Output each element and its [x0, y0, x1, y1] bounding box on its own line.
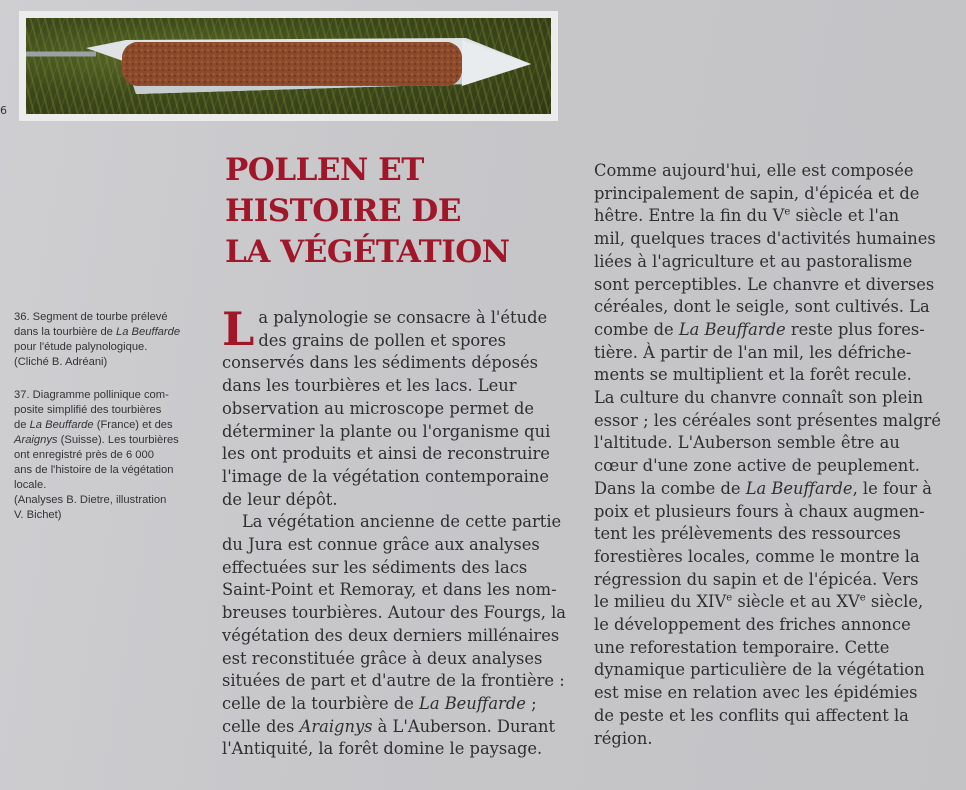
caption-line: (Analyses B. Dietre, illustration — [14, 494, 167, 506]
text-line: régression du sapin et de l'épicéa. Vers — [594, 569, 919, 589]
text-line: région. — [594, 728, 653, 748]
body-column-1 — [222, 302, 567, 761]
text-line: effectuées sur les sédiments des lacs — [222, 557, 528, 577]
text-line: déterminer la plante ou l'organisme qui — [222, 421, 551, 441]
text-line: principalement de sapin, d'épicéa et de — [594, 183, 920, 203]
text-line: combe de La Beuffarde reste plus fores- — [594, 319, 925, 339]
caption-line: Araignys (Suisse). Les tourbières — [14, 434, 179, 446]
text-line: céréales, dont le seigle, sont cultivés. La — [594, 297, 930, 317]
caption-37 — [14, 388, 194, 523]
text-line: Saint-Point et Remoray, et dans les nom- — [222, 580, 557, 600]
text-line: breuses tourbières. Autour des Fourgs, la — [222, 603, 566, 623]
caption-line: ont enregistré près de 6 000 — [14, 449, 154, 461]
title-line: HISTOIRE DE — [225, 193, 461, 229]
text-line: est reconstituée grâce à deux analyses — [222, 648, 543, 668]
text-line: dans les tourbières et les lacs. Leur — [222, 376, 517, 396]
page-number: 6 — [0, 104, 7, 117]
text-line: forestières locales, comme le montre la — [594, 546, 920, 566]
text-line: essor ; les céréales sont présentes malgré — [594, 410, 941, 430]
auger-with-peat-core — [26, 18, 551, 114]
text-line: celle de la tourbière de La Beuffarde ; — [222, 693, 537, 713]
text-line: La culture du chanvre connaît son plein — [594, 388, 924, 408]
peat-core-photo — [19, 11, 558, 121]
text-line: observation au microscope permet de — [222, 398, 535, 418]
text-line: de leur dépôt. — [222, 489, 338, 509]
caption-line: 37. Diagramme pollinique com- — [14, 389, 169, 401]
text-line: une reforestation temporaire. Cette — [594, 637, 890, 657]
title-line: LA VÉGÉTATION — [225, 234, 510, 270]
text-line: poix et plusieurs fours à chaux augmen- — [594, 501, 925, 521]
text-line: les ont produits et ainsi de reconstruire — [222, 444, 550, 464]
text-line: végétation des deux derniers millénaires — [222, 625, 560, 645]
text-line: situées de part et d'autre de la frontière : — [222, 671, 565, 691]
caption-line: pour l'étude palynologique. — [14, 341, 148, 353]
body-column-2 — [594, 160, 944, 750]
caption-line: posite simplifié des tourbières — [14, 404, 162, 416]
caption-line: dans la tourbière de La Beuffarde — [14, 326, 181, 338]
text-line: l'Antiquité, la forêt domine le paysage. — [222, 739, 543, 759]
text-line: La végétation ancienne de cette partie — [242, 512, 562, 532]
title-line: POLLEN ET — [225, 152, 424, 188]
text-line: le développement des friches annonce — [594, 615, 911, 635]
text-line: Dans la combe de La Beuffarde, le four à — [594, 478, 932, 498]
text-line: ments se multiplient et la forêt recule. — [594, 365, 912, 385]
text-line: sont perceptibles. Le chanvre et diverses — [594, 274, 935, 294]
drop-cap: L — [222, 302, 255, 356]
text-line: l'image de la végétation contemporaine — [222, 466, 550, 486]
caption-line: de La Beuffarde (France) et des — [14, 419, 173, 431]
text-line: mil, quelques traces d'activités humaines — [594, 229, 936, 249]
photo-background — [26, 18, 551, 114]
text-line: liées à l'agriculture et au pastoralisme — [594, 251, 913, 271]
text-line: dynamique particulière de la végétation — [594, 660, 925, 680]
text-line: tent les prélèvements des ressources — [594, 524, 901, 544]
text-line: a palynologie se consacre à l'étude — [258, 308, 548, 327]
caption-line: locale. — [14, 479, 47, 491]
text-line: hêtre. Entre la fin du Ve siècle et l'an — [594, 206, 900, 226]
caption-line: (Cliché B. Adréani) — [14, 356, 108, 368]
caption-line: V. Bichet) — [14, 509, 62, 521]
text-line: du Jura est connue grâce aux analyses — [222, 535, 540, 555]
text-line: celle des Araignys à L'Auberson. Durant — [222, 716, 555, 736]
article-title — [225, 150, 510, 273]
text-line: conservés dans les sédiments déposés — [222, 353, 538, 373]
text-line: des grains de pollen et spores — [258, 330, 506, 350]
text-line: Comme aujourd'hui, elle est composée — [594, 161, 914, 180]
text-line: l'altitude. L'Auberson semble être au — [594, 433, 900, 453]
text-line: le milieu du XIVe siècle et au XVe siècle, — [594, 592, 924, 612]
caption-line: ans de l'histoire de la végétation — [14, 464, 174, 476]
text-line: cœur d'une zone active de peuplement. — [594, 456, 920, 476]
caption-line: 36. Segment de tourbe prélevé — [14, 311, 168, 323]
text-line: tière. À partir de l'an mil, les défriche- — [594, 342, 912, 362]
text-line: est mise en relation avec les épidémies — [594, 683, 918, 703]
caption-36 — [14, 310, 194, 370]
text-line: de peste et les conflits qui affectent la — [594, 705, 909, 725]
